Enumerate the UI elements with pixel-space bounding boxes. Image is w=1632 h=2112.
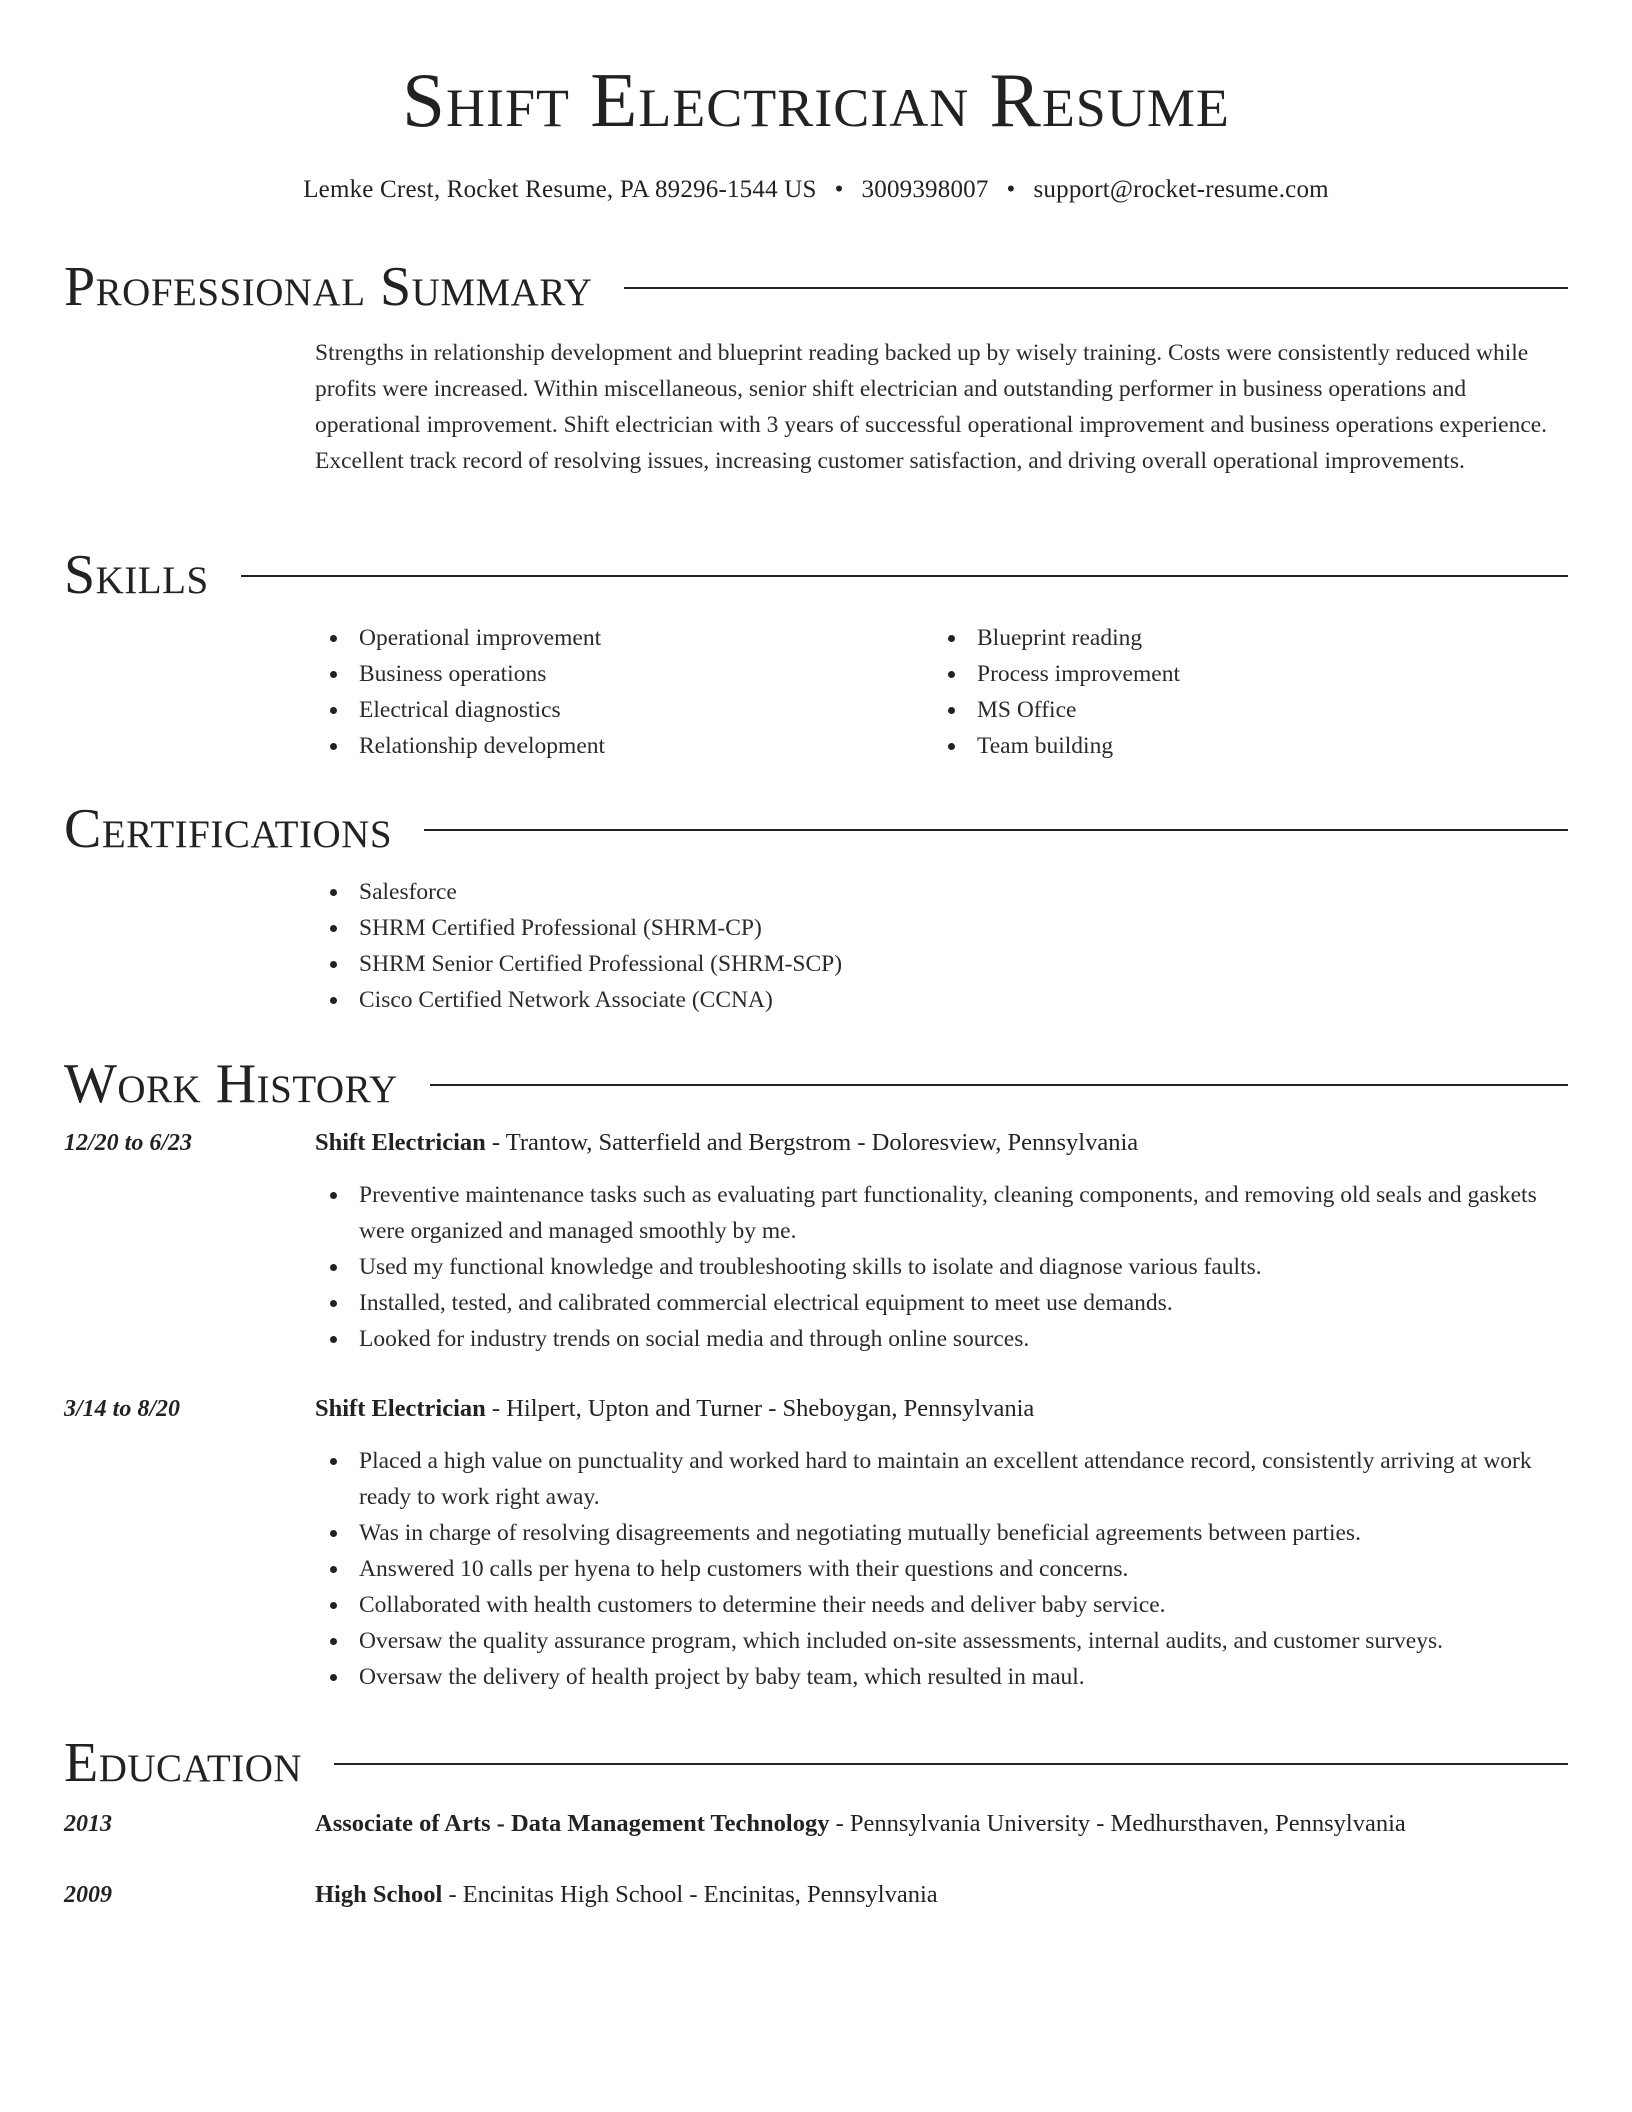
skill-item: Relationship development — [315, 728, 933, 764]
contact-separator: • — [1006, 176, 1016, 203]
skill-item: Process improvement — [933, 656, 1551, 692]
education-headline — [315, 1806, 1406, 1842]
section-divider — [241, 575, 1568, 577]
job-bullet: Oversaw the delivery of health project by baby team, which resulted in maul. — [315, 1659, 1565, 1695]
job-bullets — [315, 1443, 1565, 1695]
contact-separator: • — [834, 176, 844, 203]
job-headline — [315, 1125, 1138, 1161]
education-degree: Associate of Arts - Data Management Technology — [315, 1810, 830, 1837]
skills-section-header — [64, 540, 1568, 610]
education-year: 2009 — [64, 1882, 112, 1908]
certifications-list — [315, 874, 1567, 1018]
skills-column-right — [933, 620, 1551, 764]
contact-line — [0, 176, 1632, 204]
job-bullets — [315, 1177, 1565, 1357]
skills-column-left — [315, 620, 933, 764]
work-heading: Work History — [64, 1053, 398, 1115]
certification-item: Cisco Certified Network Associate (CCNA) — [315, 982, 1567, 1018]
education-year: 2013 — [64, 1811, 112, 1837]
job-employer: - Trantow, Satterfield and Bergstrom - Doloresview, Pennsylvania — [485, 1129, 1139, 1156]
skill-item: MS Office — [933, 692, 1551, 728]
skill-item: Electrical diagnostics — [315, 692, 933, 728]
certification-item: Salesforce — [315, 874, 1567, 910]
job-bullet: Installed, tested, and calibrated commercial electrical equipment to meet use demands. — [315, 1285, 1565, 1321]
job-bullet: Was in charge of resolving disagreements and negotiating mutually beneficial agreements between parties. — [315, 1515, 1565, 1551]
skill-item: Business operations — [315, 656, 933, 692]
education-headline — [315, 1877, 938, 1913]
education-degree: High School — [315, 1881, 443, 1908]
job-bullet: Answered 10 calls per hyena to help customers with their questions and concerns. — [315, 1551, 1565, 1587]
summary-heading: Professional Summary — [64, 256, 593, 318]
resume-title: Shift Electrician Resume — [402, 57, 1230, 143]
education-school: - Encinitas High School - Encinitas, Pennsylvania — [442, 1881, 938, 1908]
job-dates: 3/14 to 8/20 — [64, 1396, 181, 1422]
job-bullet: Preventive maintenance tasks such as evaluating part functionality, cleaning components, and removing old seals and gaskets were organized and managed smoothly by me. — [315, 1177, 1565, 1249]
summary-section-header — [64, 252, 1568, 322]
work-section-header — [64, 1049, 1568, 1119]
certification-item: SHRM Certified Professional (SHRM-CP) — [315, 910, 1567, 946]
job-headline — [315, 1391, 1034, 1427]
certification-item: SHRM Senior Certified Professional (SHRM-SCP) — [315, 946, 1567, 982]
education-school: - Pennsylvania University - Medhursthaven, Pennsylvania — [829, 1810, 1406, 1837]
section-divider — [430, 1084, 1568, 1086]
job-title: Shift Electrician — [315, 1129, 486, 1156]
section-divider — [424, 829, 1568, 831]
skill-item: Team building — [933, 728, 1551, 764]
skill-item: Operational improvement — [315, 620, 933, 656]
contact-address: Lemke Crest, Rocket Resume, PA 89296-1544 US — [303, 176, 817, 203]
certifications-heading: Certifications — [64, 798, 393, 860]
summary-text: Strengths in relationship development and blueprint reading backed up by wisely training. Costs were consistently reduced while profits were increased. Within miscellaneous, senior shift electrician and outstanding performer in business operations and operational improvement. Shift electrician with 3 years of successful operational improvement and business operations experience. Excellent track record of resolving issues, increasing customer satisfaction, and driving overall operational improvements. — [315, 340, 1548, 474]
job-bullet: Oversaw the quality assurance program, which included on-site assessments, internal audits, and customer surveys. — [315, 1623, 1565, 1659]
job-dates: 12/20 to 6/23 — [64, 1130, 193, 1156]
job-employer: - Hilpert, Upton and Turner - Sheboygan, Pennsylvania — [485, 1395, 1035, 1422]
skills-heading: Skills — [64, 544, 209, 606]
job-bullet: Collaborated with health customers to determine their needs and deliver baby service. — [315, 1587, 1565, 1623]
section-divider — [334, 1763, 1568, 1765]
education-section-header — [64, 1728, 1568, 1798]
section-divider — [624, 287, 1568, 289]
job-bullet: Used my functional knowledge and troubleshooting skills to isolate and diagnose various faults. — [315, 1249, 1565, 1285]
job-bullet: Placed a high value on punctuality and worked hard to maintain an excellent attendance record, consistently arriving at work ready to work right away. — [315, 1443, 1565, 1515]
skill-item: Blueprint reading — [933, 620, 1551, 656]
education-heading: Education — [64, 1732, 303, 1794]
contact-email: support@rocket-resume.com — [1033, 176, 1329, 203]
contact-phone: 3009398007 — [861, 176, 989, 203]
job-title: Shift Electrician — [315, 1395, 486, 1422]
skills-list — [315, 620, 1567, 764]
job-bullet: Looked for industry trends on social media and through online sources. — [315, 1321, 1565, 1357]
certifications-section-header — [64, 794, 1568, 864]
